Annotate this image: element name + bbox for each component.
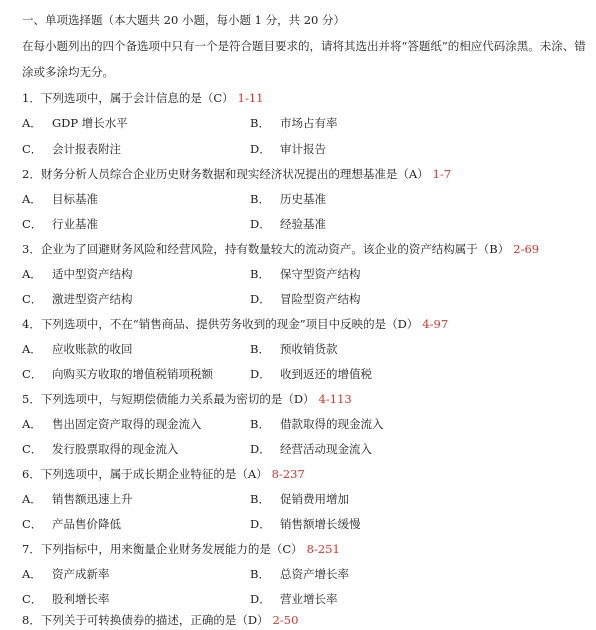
question-5-stem xyxy=(22,391,352,407)
option-text: 适中型资产结构 xyxy=(52,267,133,281)
question-3-option-c xyxy=(22,291,133,307)
question-2-option-c xyxy=(22,216,98,232)
question-6-ref: 8-237 xyxy=(271,467,305,481)
option-text: 促销费用增加 xyxy=(280,492,349,506)
option-letter: A． xyxy=(22,492,42,506)
question-3-ref: 2-69 xyxy=(513,242,540,256)
option-text: 预收销货款 xyxy=(280,342,338,356)
question-3-option-d xyxy=(250,291,361,307)
question-7-option-a xyxy=(22,566,110,582)
option-letter: A． xyxy=(22,342,42,356)
question-2-stem xyxy=(22,166,451,182)
option-text: 销售额增长缓慢 xyxy=(280,517,361,531)
option-text: 售出固定资产取得的现金流入 xyxy=(52,417,202,431)
option-letter: A． xyxy=(22,192,42,206)
question-5-option-c xyxy=(22,441,179,457)
question-5-option-d xyxy=(250,441,372,457)
question-3-option-a xyxy=(22,266,133,282)
option-text: 发行股票取得的现金流入 xyxy=(52,442,179,456)
question-5-ref: 4-113 xyxy=(318,392,352,406)
option-letter: D． xyxy=(250,142,271,156)
option-text: 历史基准 xyxy=(280,192,326,206)
question-1-stem xyxy=(22,90,263,106)
option-text: 审计报告 xyxy=(280,142,326,156)
option-letter: B． xyxy=(250,192,270,206)
question-8-stem xyxy=(22,612,298,628)
question-7-option-c xyxy=(22,591,110,607)
question-5-text: 5．下列选项中，与短期偿债能力关系最为密切的是（D） xyxy=(22,392,315,406)
option-letter: B． xyxy=(250,417,270,431)
question-3-text: 3．企业为了回避财务风险和经营风险，持有数量较大的流动资产。该企业的资产结构属于（B） xyxy=(22,242,510,256)
question-4-option-c xyxy=(22,366,213,382)
question-4-option-d xyxy=(250,366,372,382)
option-letter: D． xyxy=(250,367,271,381)
option-letter: C． xyxy=(22,142,43,156)
option-letter: D． xyxy=(250,217,271,231)
option-letter: C． xyxy=(22,442,43,456)
option-text: 营业增长率 xyxy=(280,592,338,606)
option-letter: B． xyxy=(250,567,270,581)
option-text: 收到返还的增值税 xyxy=(280,367,372,381)
option-letter: D． xyxy=(250,517,271,531)
question-7-option-b xyxy=(250,566,349,582)
option-text: GDP 增长水平 xyxy=(52,116,128,130)
question-7-option-d xyxy=(250,591,338,607)
question-2-option-b xyxy=(250,191,326,207)
question-7-text: 7．下列指标中，用来衡量企业财务发展能力的是（C） xyxy=(22,542,303,556)
question-1-option-b xyxy=(250,115,338,131)
question-6-option-d xyxy=(250,516,361,532)
question-6-option-a xyxy=(22,491,133,507)
section-header: 一、单项选择题（本大题共 20 小题，每小题 1 分，共 20 分） xyxy=(22,13,346,27)
option-text: 股利增长率 xyxy=(52,592,110,606)
question-2-ref: 1-7 xyxy=(432,167,452,181)
option-letter: D． xyxy=(250,592,271,606)
option-text: 会计报表附注 xyxy=(52,142,121,156)
option-letter: A． xyxy=(22,267,42,281)
option-text: 向购买方收取的增值税销项税额 xyxy=(52,367,213,381)
question-3-stem xyxy=(22,241,539,257)
question-4-text: 4．下列选项中，不在“销售商品、提供劳务收到的现金”项目中反映的是（D） xyxy=(22,317,419,331)
option-text: 借款取得的现金流入 xyxy=(280,417,384,431)
option-letter: C． xyxy=(22,367,43,381)
question-2-text: 2．财务分析人员综合企业历史财务数据和现实经济状况提出的理想基准是（A） xyxy=(22,167,429,181)
option-letter: C． xyxy=(22,517,43,531)
option-letter: A． xyxy=(22,116,42,130)
question-4-ref: 4-97 xyxy=(422,317,449,331)
question-1-option-d xyxy=(250,141,326,157)
question-1-ref: 1-11 xyxy=(237,91,264,105)
option-text: 总资产增长率 xyxy=(280,567,349,581)
option-text: 冒险型资产结构 xyxy=(280,292,361,306)
question-1-text: 1．下列选项中，属于会计信息的是（C） xyxy=(22,91,234,105)
question-7-stem xyxy=(22,541,340,557)
option-text: 行业基准 xyxy=(52,217,98,231)
option-text: 应收账款的收回 xyxy=(52,342,133,356)
option-text: 经验基准 xyxy=(280,217,326,231)
option-letter: B． xyxy=(250,342,270,356)
option-text: 保守型资产结构 xyxy=(280,267,361,281)
option-text: 销售额迅速上升 xyxy=(52,492,133,506)
option-letter: B． xyxy=(250,492,270,506)
question-6-stem xyxy=(22,466,305,482)
question-6-option-c xyxy=(22,516,121,532)
option-letter: A． xyxy=(22,417,42,431)
instructions-line-1: 在每小题列出的四个备选项中只有一个是符合题目要求的，请将其选出并将“答题纸”的相应代码涂黑。未涂、错 xyxy=(22,39,586,53)
option-text: 产品售价降低 xyxy=(52,517,121,531)
question-2-option-a xyxy=(22,191,98,207)
option-letter: D． xyxy=(250,292,271,306)
question-8-text: 8．下列关于可转换债券的描述，正确的是（D） xyxy=(22,613,269,627)
option-letter: C． xyxy=(22,217,43,231)
option-letter: B． xyxy=(250,116,270,130)
question-3-option-b xyxy=(250,266,361,282)
question-2-option-d xyxy=(250,216,326,232)
question-4-option-a xyxy=(22,341,133,357)
question-1-option-c xyxy=(22,141,121,157)
option-text: 激进型资产结构 xyxy=(52,292,133,306)
instructions-line-2: 涂或多涂均无分。 xyxy=(22,65,114,79)
question-1-option-a xyxy=(22,115,128,131)
option-text: 经营活动现金流入 xyxy=(280,442,372,456)
question-6-option-b xyxy=(250,491,349,507)
option-text: 资产成新率 xyxy=(52,567,110,581)
question-4-stem xyxy=(22,316,448,332)
option-text: 目标基准 xyxy=(52,192,98,206)
question-5-option-a xyxy=(22,416,202,432)
question-4-option-b xyxy=(250,341,338,357)
option-letter: A． xyxy=(22,567,42,581)
option-letter: D． xyxy=(250,442,271,456)
question-8-ref: 2-50 xyxy=(272,613,299,627)
option-letter: C． xyxy=(22,292,43,306)
option-text: 市场占有率 xyxy=(280,116,338,130)
question-6-text: 6．下列选项中，属于成长期企业特征的是（A） xyxy=(22,467,268,481)
option-letter: C． xyxy=(22,592,43,606)
question-7-ref: 8-251 xyxy=(306,542,340,556)
option-letter: B． xyxy=(250,267,270,281)
question-5-option-b xyxy=(250,416,384,432)
